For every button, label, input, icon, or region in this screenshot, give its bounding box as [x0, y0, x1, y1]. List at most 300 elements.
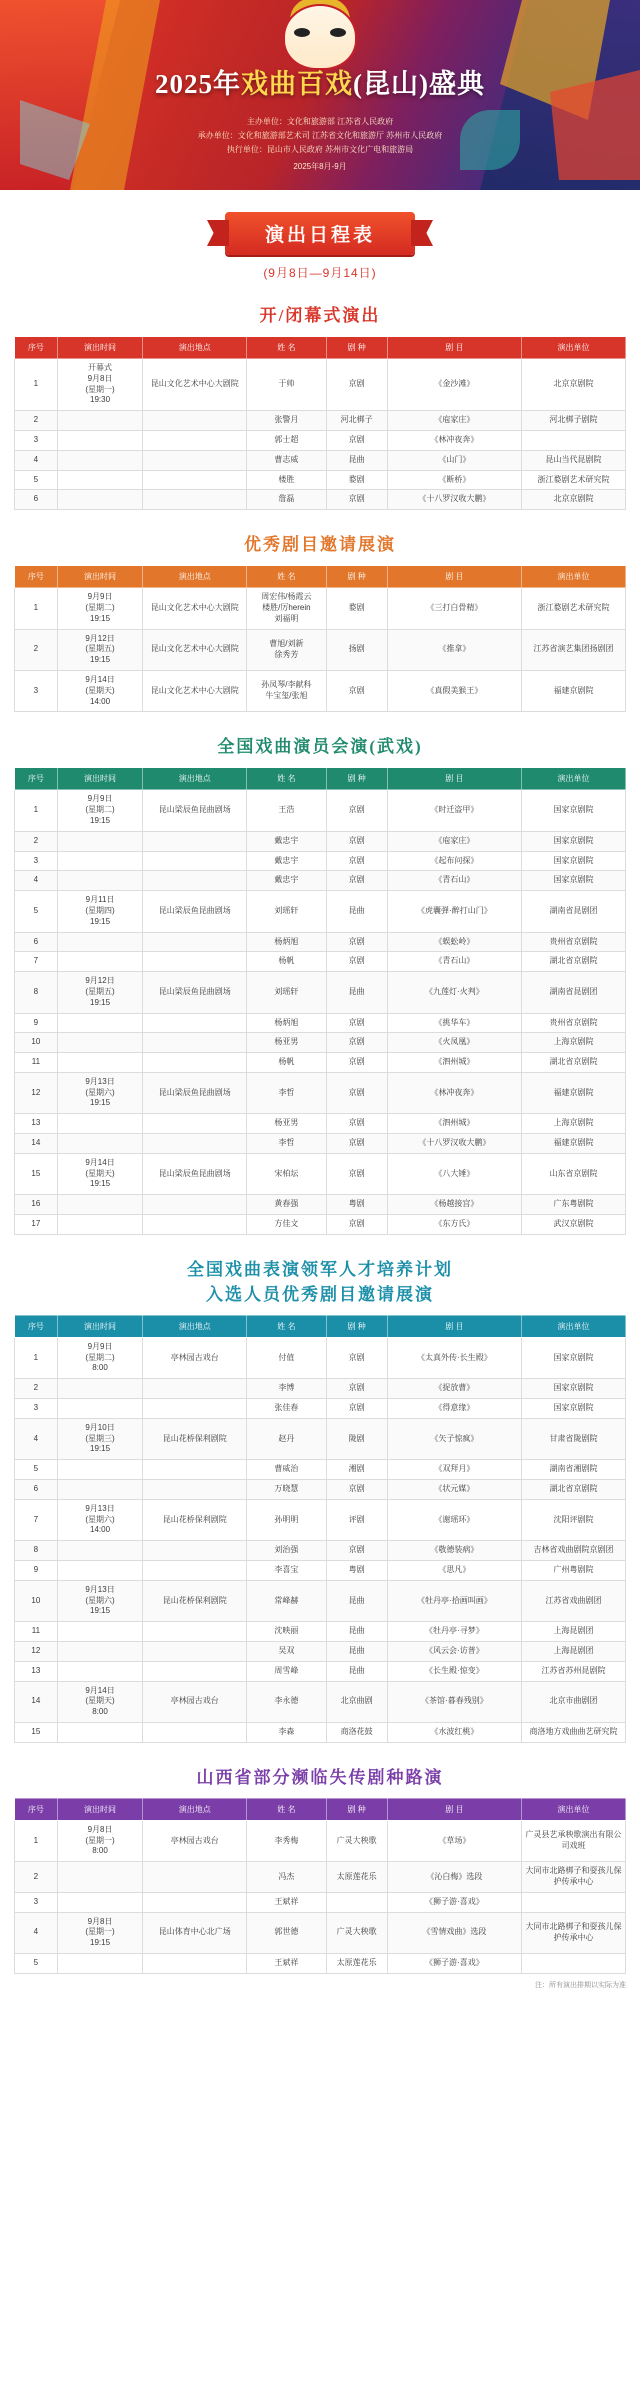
cell-7: 江苏省戏曲剧团: [522, 1580, 626, 1621]
cell-1: 13: [15, 1661, 58, 1681]
table-row: [15, 1418, 626, 1459]
cell-1: 2: [15, 831, 58, 851]
cell-1: 1: [15, 1820, 58, 1861]
cell-5: 广灵大秧歌: [326, 1820, 387, 1861]
cell-1: 1: [15, 359, 58, 411]
cell-2: 9月14日 (星期天) 8:00: [57, 1681, 143, 1722]
cell-6: 《东方氏》: [387, 1215, 521, 1235]
table-row: [15, 1114, 626, 1134]
cell-4: 刘瑶轩: [247, 972, 326, 1013]
cell-5: 京剧: [326, 1337, 387, 1378]
cell-3: 昆山文化艺术中心大剧院: [143, 588, 247, 629]
column-header-3: 演出地点: [143, 1315, 247, 1337]
column-header-2: 演出时间: [57, 1798, 143, 1820]
cell-6: 《九莲灯·火判》: [387, 972, 521, 1013]
cell-1: 13: [15, 1114, 58, 1134]
cell-5: 京剧: [326, 430, 387, 450]
cell-3: 昆山文化艺术中心大剧院: [143, 670, 247, 711]
table-header-row: [15, 768, 626, 790]
cell-6: 《捉放曹》: [387, 1379, 521, 1399]
cell-1: 14: [15, 1681, 58, 1722]
cell-3: [143, 1480, 247, 1500]
cell-2: [57, 1722, 143, 1742]
table-row: [15, 1480, 626, 1500]
cell-6: 《庖家庄》: [387, 831, 521, 851]
cell-2: [57, 1134, 143, 1154]
cell-5: 湘剧: [326, 1460, 387, 1480]
table-row: [15, 1195, 626, 1215]
cell-6: 《林冲夜奔》: [387, 430, 521, 450]
cell-7: 江苏省演艺集团扬剧团: [522, 629, 626, 670]
cell-5: 昆曲: [326, 972, 387, 1013]
footnote: 注：所有演出排期以实际为准: [535, 1981, 626, 1989]
cell-3: [143, 871, 247, 891]
cell-7: 大同市北路梆子和耍孩儿保护传承中心: [522, 1912, 626, 1953]
cell-2: [57, 1892, 143, 1912]
cell-3: 昆山文化艺术中心大剧院: [143, 629, 247, 670]
cell-5: 评剧: [326, 1499, 387, 1540]
cell-7: 贵州省京剧院: [522, 932, 626, 952]
cell-5: 昆曲: [326, 1661, 387, 1681]
cell-5: 京剧: [326, 1114, 387, 1134]
cell-4: 方佳文: [247, 1215, 326, 1235]
cell-5: 陇剧: [326, 1418, 387, 1459]
cell-2: [57, 1013, 143, 1033]
cell-2: [57, 1642, 143, 1662]
cell-6: 《青石山》: [387, 952, 521, 972]
table-row: [15, 1862, 626, 1893]
table-row: [15, 1661, 626, 1681]
section-title: 山西省部分濒临失传剧种路演: [196, 1767, 444, 1787]
cell-3: 亭林园古戏台: [143, 1820, 247, 1861]
cell-7: 上海京剧院: [522, 1114, 626, 1134]
cell-5: 粤剧: [326, 1195, 387, 1215]
cell-4: 孙明明: [247, 1499, 326, 1540]
cell-6: 《虎囊弹·醉打山门》: [387, 891, 521, 932]
cell-5: 北京曲剧: [326, 1681, 387, 1722]
cell-6: 《茶馆·暮春残别》: [387, 1681, 521, 1722]
column-header-1: 序号: [15, 1315, 58, 1337]
column-header-1: 序号: [15, 1798, 58, 1820]
cell-7: 吉林省戏曲剧院京剧团: [522, 1541, 626, 1561]
table-row: [15, 359, 626, 411]
cell-6: 《青石山》: [387, 871, 521, 891]
cell-7: 武汉京剧院: [522, 1215, 626, 1235]
cell-5: 京剧: [326, 1480, 387, 1500]
table-header-row: [15, 1798, 626, 1820]
cell-2: 9月11日 (星期四) 19:15: [57, 891, 143, 932]
column-header-3: 演出地点: [143, 337, 247, 359]
cell-6: 《思凡》: [387, 1561, 521, 1581]
cell-2: 9月8日 (星期一) 8:00: [57, 1820, 143, 1861]
cell-7: 国家京剧院: [522, 790, 626, 831]
cell-4: 孙凤琴/李献科 牛宝玺/张旭: [247, 670, 326, 711]
section-title-line: 全国戏曲表演领军人才培养计划: [187, 1259, 453, 1279]
cell-2: [57, 871, 143, 891]
cell-7: 河北梆子剧院: [522, 411, 626, 431]
cell-4: 周宏伟/杨霞云 楼胜/厉herein 刘福明: [247, 588, 326, 629]
cell-6: 《山门》: [387, 450, 521, 470]
cell-6: 《真假美猴王》: [387, 670, 521, 711]
cell-6: 《谢瑶环》: [387, 1499, 521, 1540]
table-row: [15, 1681, 626, 1722]
cell-7: 北京京剧院: [522, 359, 626, 411]
cell-1: 4: [15, 1912, 58, 1953]
cell-1: 1: [15, 588, 58, 629]
table-row: [15, 891, 626, 932]
organizer-line-1: 主办单位：文化和旅游部 江苏省人民政府: [246, 117, 394, 126]
cell-5: 婺剧: [326, 588, 387, 629]
cell-6: 《风云会·访普》: [387, 1642, 521, 1662]
table-row: [15, 1642, 626, 1662]
cell-6: 《起布问探》: [387, 851, 521, 871]
table-row: [15, 1722, 626, 1742]
cell-7: 湖北省京剧院: [522, 1053, 626, 1073]
cell-5: 昆曲: [326, 1622, 387, 1642]
cell-7: 国家京剧院: [522, 831, 626, 851]
cell-3: [143, 1013, 247, 1033]
cell-6: 《时迁盗甲》: [387, 790, 521, 831]
cell-6: 《太真外传·长生殿》: [387, 1337, 521, 1378]
cell-7: 国家京剧院: [522, 1399, 626, 1419]
section-1: [14, 301, 626, 510]
cell-2: [57, 1195, 143, 1215]
column-header-2: 演出时间: [57, 768, 143, 790]
section-5: [14, 1763, 626, 1974]
cell-2: 9月14日 (星期天) 19:15: [57, 1153, 143, 1194]
cell-1: 3: [15, 670, 58, 711]
cell-7: 福建京剧院: [522, 1072, 626, 1113]
cell-7: 山东省京剧院: [522, 1153, 626, 1194]
cell-7: 湖南省湘剧院: [522, 1460, 626, 1480]
cell-4: 周雪峰: [247, 1661, 326, 1681]
cell-7: 大同市北路梆子和耍孩儿保护传承中心: [522, 1862, 626, 1893]
cell-3: [143, 1722, 247, 1742]
cell-2: 9月13日 (星期六) 19:15: [57, 1580, 143, 1621]
cell-6: 《十八罗汉收大鹏》: [387, 1134, 521, 1154]
cell-7: [522, 1892, 626, 1912]
cell-2: [57, 1622, 143, 1642]
cell-4: 杨帆: [247, 952, 326, 972]
table-row: [15, 1072, 626, 1113]
cell-7: 上海昆剧团: [522, 1622, 626, 1642]
section-title: 优秀剧目邀请展演: [244, 535, 396, 555]
cell-5: 京剧: [326, 1134, 387, 1154]
column-header-1: 序号: [15, 768, 58, 790]
table-row: [15, 430, 626, 450]
section-3: [14, 732, 626, 1235]
cell-7: 贵州省京剧院: [522, 1013, 626, 1033]
cell-3: [143, 1460, 247, 1480]
table-header-row: [15, 337, 626, 359]
cell-3: 昆山梁辰鱼昆曲剧场: [143, 1153, 247, 1194]
table-row: [15, 450, 626, 470]
cell-4: 杨炳旭: [247, 1013, 326, 1033]
cell-6: 《状元媒》: [387, 1480, 521, 1500]
cell-1: 15: [15, 1722, 58, 1742]
column-header-5: 剧 种: [326, 768, 387, 790]
cell-5: 京剧: [326, 831, 387, 851]
cell-6: 《八大锤》: [387, 1153, 521, 1194]
cell-7: 国家京剧院: [522, 871, 626, 891]
cell-7: [522, 430, 626, 450]
cell-1: 3: [15, 430, 58, 450]
cell-7: [522, 1953, 626, 1973]
cell-1: 9: [15, 1561, 58, 1581]
table-header-row: [15, 566, 626, 588]
cell-4: 楼胜: [247, 470, 326, 490]
table-row: [15, 1820, 626, 1861]
cell-7: 甘肃省陇剧院: [522, 1418, 626, 1459]
table-row: [15, 1580, 626, 1621]
cell-5: 昆曲: [326, 1580, 387, 1621]
cell-1: 16: [15, 1195, 58, 1215]
cell-4: 付值: [247, 1337, 326, 1378]
cell-2: [57, 851, 143, 871]
cell-2: 9月8日 (星期一) 19:15: [57, 1912, 143, 1953]
cell-1: 14: [15, 1134, 58, 1154]
cell-4: 杨帆: [247, 1053, 326, 1073]
cell-2: 9月13日 (星期六) 14:00: [57, 1499, 143, 1540]
column-header-4: 姓 名: [247, 1798, 326, 1820]
cell-7: 北京市曲剧团: [522, 1681, 626, 1722]
table-row: [15, 470, 626, 490]
table-row: [15, 1541, 626, 1561]
cell-4: 宋柏坛: [247, 1153, 326, 1194]
column-header-6: 剧 目: [387, 1798, 521, 1820]
cell-2: [57, 411, 143, 431]
table-row: [15, 490, 626, 510]
cell-6: 《牡丹亭·拾画叫画》: [387, 1580, 521, 1621]
cell-6: 《狮子游·喜戏》: [387, 1953, 521, 1973]
cell-6: 《杨越接宫》: [387, 1195, 521, 1215]
cell-5: 广灵大秧歌: [326, 1912, 387, 1953]
cell-3: [143, 1379, 247, 1399]
column-header-5: 剧 种: [326, 566, 387, 588]
cell-2: 9月9日 (星期二) 8:00: [57, 1337, 143, 1378]
column-header-7: 演出单位: [522, 1315, 626, 1337]
schedule-table: [14, 336, 626, 510]
cell-5: 京剧: [326, 790, 387, 831]
cell-4: 李哲: [247, 1134, 326, 1154]
cell-4: 郭士超: [247, 430, 326, 450]
column-header-4: 姓 名: [247, 566, 326, 588]
column-header-3: 演出地点: [143, 768, 247, 790]
cell-7: 湖南省昆剧团: [522, 972, 626, 1013]
cell-2: [57, 831, 143, 851]
cell-3: [143, 851, 247, 871]
cell-3: [143, 1661, 247, 1681]
cell-5: 太原莲花乐: [326, 1862, 387, 1893]
cell-2: 9月12日 (星期五) 19:15: [57, 972, 143, 1013]
cell-3: [143, 1215, 247, 1235]
cell-1: 2: [15, 629, 58, 670]
cell-6: 《断桥》: [387, 470, 521, 490]
cell-7: 福建京剧院: [522, 1134, 626, 1154]
column-header-2: 演出时间: [57, 566, 143, 588]
cell-1: 2: [15, 411, 58, 431]
cell-4: 詹磊: [247, 490, 326, 510]
cell-2: [57, 1399, 143, 1419]
cell-1: 2: [15, 1862, 58, 1893]
cell-2: [57, 1379, 143, 1399]
cell-2: 9月13日 (星期六) 19:15: [57, 1072, 143, 1113]
cell-6: 《狮子游·喜戏》: [387, 1892, 521, 1912]
cell-7: 商洛地方戏曲曲艺研究院: [522, 1722, 626, 1742]
cell-4: 曹志威: [247, 450, 326, 470]
cell-2: [57, 1561, 143, 1581]
cell-4: 常峰赫: [247, 1580, 326, 1621]
cell-3: [143, 1953, 247, 1973]
column-header-1: 序号: [15, 337, 58, 359]
section-title-line: 入选人员优秀剧目邀请展演: [206, 1284, 434, 1304]
cell-1: 4: [15, 871, 58, 891]
cell-5: 京剧: [326, 1215, 387, 1235]
cell-7: 广州粤剧院: [522, 1561, 626, 1581]
cell-3: [143, 1114, 247, 1134]
cell-4: 赵丹: [247, 1418, 326, 1459]
cell-2: [57, 1460, 143, 1480]
cell-7: 广东粤剧院: [522, 1195, 626, 1215]
cell-7: 上海京剧院: [522, 1033, 626, 1053]
organizer-list: [0, 115, 640, 157]
section-title: [14, 1255, 626, 1305]
cell-2: [57, 470, 143, 490]
column-header-5: 剧 种: [326, 1315, 387, 1337]
cell-3: [143, 932, 247, 952]
cell-3: [143, 1541, 247, 1561]
cell-5: 昆曲: [326, 1642, 387, 1662]
cell-1: 8: [15, 972, 58, 1013]
cell-7: 浙江婺剧艺术研究院: [522, 588, 626, 629]
table-row: [15, 411, 626, 431]
table-row: [15, 952, 626, 972]
cell-3: 昆山梁辰鱼昆曲剧场: [143, 891, 247, 932]
cell-6: 《火凤凰》: [387, 1033, 521, 1053]
column-header-5: 剧 种: [326, 1798, 387, 1820]
cell-1: 5: [15, 470, 58, 490]
cell-4: 杨亚男: [247, 1033, 326, 1053]
cell-3: [143, 411, 247, 431]
cell-2: [57, 1033, 143, 1053]
table-row: [15, 670, 626, 711]
cell-3: 昆山花桥保利剧院: [143, 1418, 247, 1459]
cell-2: [57, 952, 143, 972]
cell-5: 商洛花鼓: [326, 1722, 387, 1742]
cell-6: 《泗州城》: [387, 1114, 521, 1134]
cell-7: 湖南省昆剧团: [522, 891, 626, 932]
column-header-7: 演出单位: [522, 1798, 626, 1820]
organizer-line-2: 承办单位：文化和旅游部艺术司 江苏省文化和旅游厅 苏州市人民政府: [197, 131, 443, 140]
cell-6: 《推拿》: [387, 629, 521, 670]
cell-6: 《挑华车》: [387, 1013, 521, 1033]
cell-4: 杨亚男: [247, 1114, 326, 1134]
cell-1: 4: [15, 1418, 58, 1459]
cell-4: 王斌祥: [247, 1892, 326, 1912]
cell-4: 李森: [247, 1722, 326, 1742]
cell-5: 京剧: [326, 952, 387, 972]
cell-3: [143, 1195, 247, 1215]
table-row: [15, 932, 626, 952]
cell-6: 《蜈蚣岭》: [387, 932, 521, 952]
table-row: [15, 1399, 626, 1419]
column-header-2: 演出时间: [57, 337, 143, 359]
cell-6: 《双拜月》: [387, 1460, 521, 1480]
cell-6: 《水波红桃》: [387, 1722, 521, 1742]
cell-4: 李哲: [247, 1072, 326, 1113]
cell-4: 李博: [247, 1379, 326, 1399]
cell-1: 5: [15, 1460, 58, 1480]
schedule-table: [14, 1798, 626, 1974]
cell-4: 张佳春: [247, 1399, 326, 1419]
table-row: [15, 588, 626, 629]
cell-7: 福建京剧院: [522, 670, 626, 711]
cell-1: 5: [15, 891, 58, 932]
cell-4: 戴忠宇: [247, 831, 326, 851]
cell-4: 黄春强: [247, 1195, 326, 1215]
cell-1: 12: [15, 1072, 58, 1113]
column-header-7: 演出单位: [522, 566, 626, 588]
cell-1: 6: [15, 1480, 58, 1500]
cell-3: [143, 1642, 247, 1662]
cell-4: 戴忠宇: [247, 851, 326, 871]
cell-7: 江苏省苏州昆剧院: [522, 1661, 626, 1681]
cell-6: 《沁白梅》选段: [387, 1862, 521, 1893]
table-row: [15, 1561, 626, 1581]
cell-7: 北京京剧院: [522, 490, 626, 510]
section-4: [14, 1255, 626, 1743]
cell-7: 沈阳评剧院: [522, 1499, 626, 1540]
cell-2: 9月12日 (星期五) 19:15: [57, 629, 143, 670]
cell-7: 国家京剧院: [522, 1379, 626, 1399]
cell-6: 《林冲夜奔》: [387, 1072, 521, 1113]
column-header-3: 演出地点: [143, 1798, 247, 1820]
cell-3: [143, 831, 247, 851]
cell-4: 万晓慧: [247, 1480, 326, 1500]
cell-5: 婺剧: [326, 470, 387, 490]
cell-6: 《敬德装病》: [387, 1541, 521, 1561]
cell-3: 昆山文化艺术中心大剧院: [143, 359, 247, 411]
cell-3: [143, 1622, 247, 1642]
cell-4: 李秀梅: [247, 1820, 326, 1861]
cell-5: 京剧: [326, 871, 387, 891]
cell-1: 7: [15, 1499, 58, 1540]
cell-5: 粤剧: [326, 1561, 387, 1581]
cell-6: 《长生殿·惊变》: [387, 1661, 521, 1681]
cell-1: 9: [15, 1013, 58, 1033]
column-header-4: 姓 名: [247, 768, 326, 790]
cell-5: 京剧: [326, 359, 387, 411]
cell-4: 曹威治: [247, 1460, 326, 1480]
cell-7: 国家京剧院: [522, 1337, 626, 1378]
cell-3: [143, 1053, 247, 1073]
table-row: [15, 831, 626, 851]
cell-3: [143, 430, 247, 450]
table-row: [15, 1460, 626, 1480]
column-header-7: 演出单位: [522, 337, 626, 359]
cell-1: 6: [15, 490, 58, 510]
cell-4: 郭世德: [247, 1912, 326, 1953]
cell-1: 10: [15, 1033, 58, 1053]
cell-1: 17: [15, 1215, 58, 1235]
column-header-6: 剧 目: [387, 768, 521, 790]
column-header-2: 演出时间: [57, 1315, 143, 1337]
cell-5: 昆曲: [326, 891, 387, 932]
table-row: [15, 1134, 626, 1154]
cell-4: 于帅: [247, 359, 326, 411]
cell-3: [143, 470, 247, 490]
column-header-7: 演出单位: [522, 768, 626, 790]
